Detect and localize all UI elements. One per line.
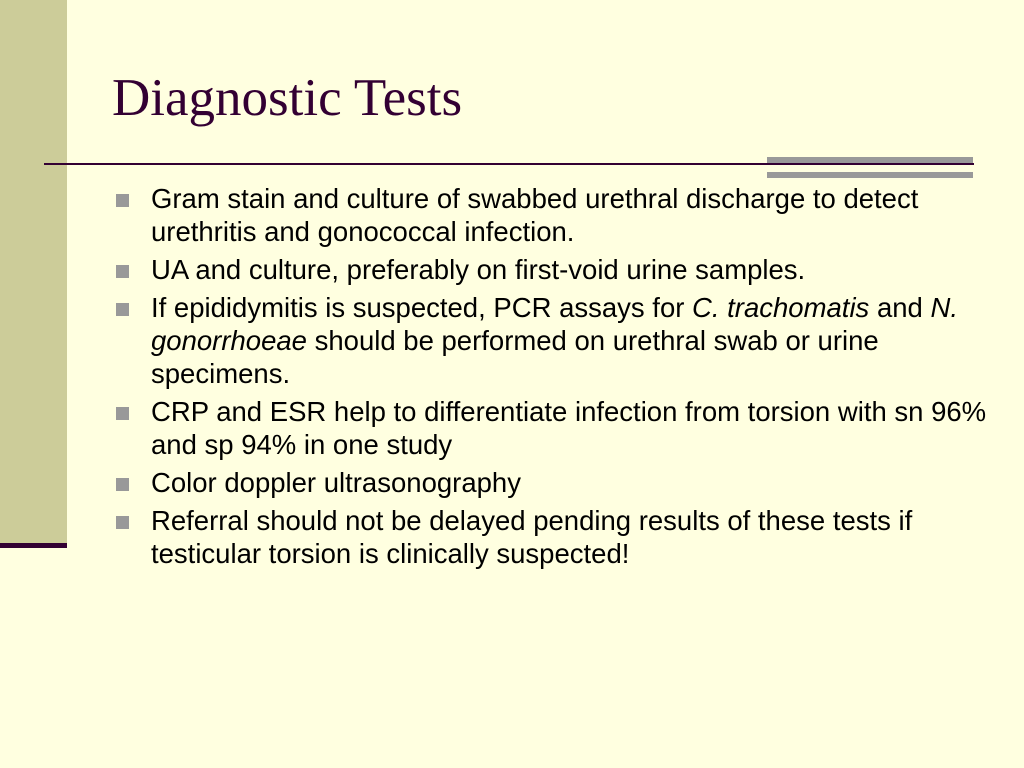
bullet-item (112, 291, 992, 390)
title-accent-bar (767, 172, 973, 178)
bullet-text-run: Gram stain and culture of swabbed urethral discharge to detect urethritis and gonococcal infection. (151, 183, 919, 247)
square-bullet-icon (116, 303, 129, 316)
bullet-text-run: UA and culture, preferably on first-void urine samples. (151, 254, 806, 285)
bullet-list (112, 182, 992, 575)
bullet-item (112, 395, 992, 461)
side-band (0, 0, 67, 545)
bullet-text-run: Referral should not be delayed pending results of these tests if testicular torsion is clinically suspected! (151, 505, 913, 569)
bullet-text (151, 292, 958, 389)
bullet-text-run: Color doppler ultrasonography (151, 467, 521, 498)
bullet-text (151, 254, 805, 285)
organism-name-italic: N. gonorrhoeae (151, 292, 958, 356)
title-divider (44, 163, 974, 165)
organism-name-italic: C. trachomatis (692, 292, 870, 323)
bullet-text (151, 396, 986, 460)
bullet-item (112, 466, 992, 499)
slide-title: Diagnostic Tests (112, 69, 463, 127)
square-bullet-icon (116, 407, 129, 420)
bullet-text-run: should be performed on urethral swab or urine specimens. (151, 325, 879, 389)
bullet-text (151, 183, 918, 247)
square-bullet-icon (116, 265, 129, 278)
bullet-text (151, 467, 521, 498)
bullet-item (112, 182, 992, 248)
side-rule (0, 543, 67, 548)
square-bullet-icon (116, 478, 129, 491)
title-accent-bar (767, 157, 973, 163)
square-bullet-icon (116, 194, 129, 207)
bullet-text-run: If epididymitis is suspected, PCR assays for (151, 292, 693, 323)
bullet-item (112, 504, 992, 570)
bullet-text-run: CRP and ESR help to differentiate infection from torsion with sn 96% and sp 94% in one study (151, 396, 987, 460)
bullet-text (151, 505, 912, 569)
bullet-text-run: and (869, 292, 931, 323)
square-bullet-icon (116, 516, 129, 529)
bullet-item (112, 253, 992, 286)
